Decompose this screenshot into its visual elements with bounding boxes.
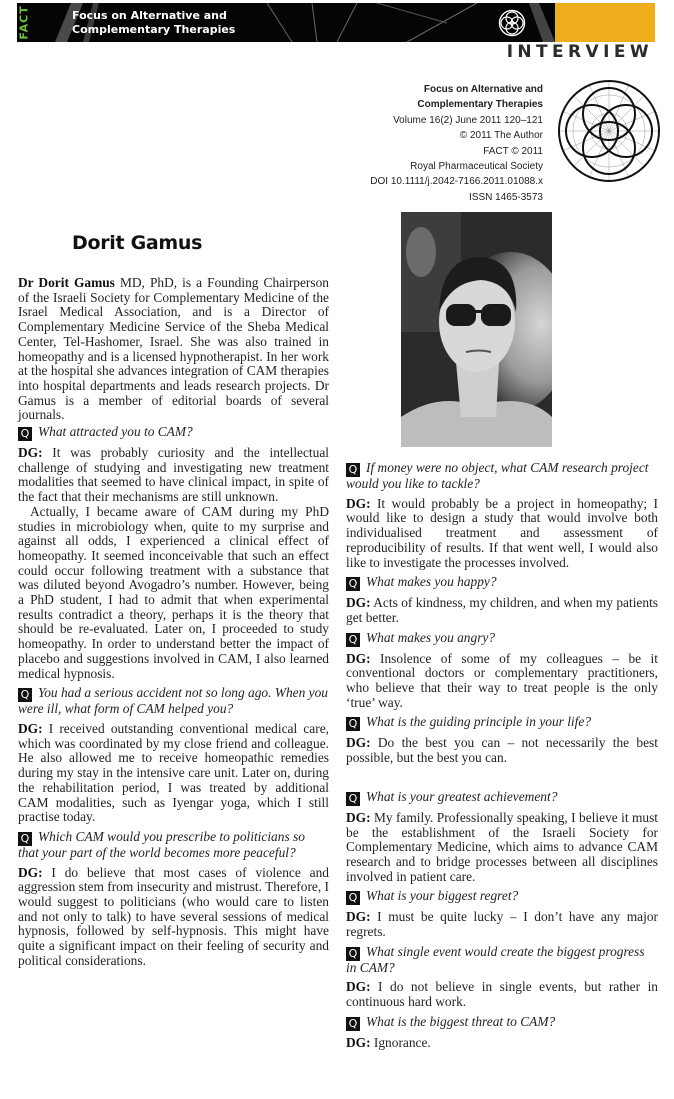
banner-title-line2: Complementary Therapies	[72, 23, 236, 36]
portrait-image	[401, 212, 552, 447]
answer-text: Do the best you can – not necessarily the best possible, but the best you can.	[346, 735, 658, 766]
answer-text: It was probably curiosity and the intellectual challenge of studying and investigating new treatment modalities that seemed to have clinical impact, in spite of the fact that their mechanisms are still unknown.	[18, 445, 329, 505]
answer-text: Acts of kindness, my children, and when my patients get better.	[346, 595, 658, 625]
question	[18, 830, 329, 861]
citation-block	[370, 82, 543, 205]
q-badge-icon: Q	[346, 463, 360, 477]
question-text: What is the biggest threat to CAM?	[366, 1013, 556, 1029]
question-text: What attracted you to CAM?	[38, 424, 193, 440]
question-text: What is your greatest achievement?	[366, 788, 558, 804]
journal-banner	[17, 3, 555, 42]
answer-prefix: DG:	[346, 1034, 371, 1050]
q-badge-icon: Q	[18, 427, 32, 441]
question	[18, 425, 329, 441]
question	[346, 1015, 658, 1031]
answer-text: I received outstanding conventional medical care, which was coordinated by my close friend and colleague. He also allowed me to receive homeopathic remedies during my stay in the intensive care unit. Later on, during the rehabilitation period, I was treated by additional CAM modalities, such as Iyengar yoga, which I still practise today.	[18, 720, 329, 825]
q-badge-icon: Q	[346, 1017, 360, 1031]
citation-journal-line2: Complementary Therapies	[417, 99, 543, 111]
answer-prefix: DG:	[346, 650, 371, 666]
citation-issn: ISSN 1465-3573	[469, 191, 543, 203]
answer-prefix: DG:	[346, 909, 371, 925]
citation-doi[interactable]: DOI 10.1111/j.2042-7166.2011.01088.x	[370, 176, 543, 188]
answer	[346, 596, 658, 625]
right-column	[346, 461, 658, 1056]
fact-label: FACT	[17, 5, 31, 40]
answer	[346, 736, 658, 765]
question	[346, 575, 658, 591]
q-badge-icon: Q	[346, 717, 360, 731]
rosette-logo-icon	[498, 9, 526, 37]
answer	[346, 910, 658, 939]
answer-text: I do believe that most cases of violence and aggression stem from insecurity and mistrust. Therefore, I would suggest to politicians (who would care to listen and not only to talk) to have several sessions of medical hypnosis, followed by self-hypnosis. This might have quite a significant impact on their feeling of security and political considerations.	[18, 864, 330, 968]
answer-text: It would probably be a project in homeopathy; I would like to design a study that would involve both individualised treatment and assessment of reproducibility of results. If that went well, I would also like to investigate the processes involved.	[346, 495, 658, 570]
question-text: What makes you angry?	[366, 629, 496, 645]
q-badge-icon: Q	[346, 947, 360, 961]
answer	[346, 811, 658, 885]
question-text: You had a serious accident not so long ago. When you were ill, what form of CAM helped you?	[18, 685, 328, 717]
answer-text: My family. Professionally speaking, I believe it must be the establishment of the Israeli Society for Complementary Medicine, which aims to advance CAM research and to bridge processes between all disciplines involved in patient care.	[346, 809, 658, 884]
answer-prefix: DG:	[346, 495, 371, 511]
fact-logo	[17, 3, 31, 42]
answer-text: I must be quite lucky – I don’t have any major regrets.	[346, 909, 658, 940]
question	[18, 686, 329, 717]
answer-text: I do not believe in single events, but rather in continuous hard work.	[346, 979, 658, 1010]
answer-prefix: DG:	[18, 445, 43, 461]
answer	[346, 1036, 658, 1051]
citation-journal-line1: Focus on Alternative and	[423, 84, 543, 95]
bio-paragraph	[18, 276, 329, 423]
question	[346, 945, 658, 976]
banner-accent-block	[555, 3, 655, 42]
answer-text: Insolence of some of my colleagues – be it conventional doctors or complementary practitioners, who believe that their way to treat people is the only ‘true’ way.	[346, 650, 658, 710]
question-text: What makes you happy?	[366, 574, 497, 590]
left-column	[18, 276, 329, 974]
citation-volume: Volume 16(2) June 2011 120–121	[393, 114, 543, 126]
answer	[18, 722, 329, 825]
question	[346, 631, 658, 647]
q-badge-icon: Q	[346, 633, 360, 647]
bio-text: MD, PhD, is a Founding Chairperson of the Israeli Society for Complementary Medicine of the Israel Medical Association, and is a Director of Complementary Medicine Service of the Sheba Medical Center, Tel-Hashomer, Israel. She was also trained in homeopathy and is a licensed hypnotherapist. In her work at the hospital she advances integration of CAM therapies into hospital departments and leads research projects. Dr Gamus is a member of editorial boards of several journals.	[18, 275, 329, 423]
answer-prefix: DG:	[18, 864, 43, 880]
answer-prefix: DG:	[346, 809, 371, 825]
question	[346, 790, 658, 806]
question	[346, 715, 658, 731]
q-badge-icon: Q	[346, 792, 360, 806]
answer-text: Ignorance.	[370, 1034, 431, 1050]
banner-title-line1: Focus on Alternative and	[72, 9, 227, 22]
q-badge-icon: Q	[346, 891, 360, 905]
answer-prefix: DG:	[346, 595, 371, 611]
answer-continued: Actually, I became aware of CAM during my PhD studies in microbiology when, quite to my surprise and against all odds, I experienced a clinical effect of homeopathy. It seemed inconceivable that such an effect could occur following treatment with a substance that was diluted beyond Avogadro’s number. However, being a PhD student, I had to admit that when experimental results contradict a theory, perhaps it is the theory that should be re-evaluated. Later on, I proceeded to study homeopathy. In order to understand better the impact of placebo and suggestions involved in CAM, I also learned medical hypnosis.	[18, 503, 329, 681]
answer	[346, 652, 658, 711]
question-text: What single event would create the biggest progress in CAM?	[346, 943, 645, 975]
interviewee-name: Dorit Gamus	[72, 232, 203, 254]
section-label: INTERVIEW	[506, 42, 653, 62]
q-badge-icon: Q	[346, 577, 360, 591]
citation-copyright-author: © 2011 The Author	[459, 130, 543, 142]
question-text: What is your biggest regret?	[366, 888, 519, 904]
q-badge-icon: Q	[18, 832, 32, 846]
bio-name: Dr Dorit Gamus	[18, 275, 115, 290]
question-text: Which CAM would you prescribe to politicians so that your part of the world becomes more peaceful?	[18, 828, 305, 860]
citation-society: Royal Pharmaceutical Society	[410, 161, 543, 173]
answer	[18, 866, 329, 969]
answer	[18, 446, 329, 505]
answer-prefix: DG:	[346, 979, 371, 995]
question	[346, 461, 658, 492]
citation-copyright-fact: FACT © 2011	[483, 145, 543, 157]
answer	[346, 980, 658, 1009]
rosette-emblem-icon	[556, 78, 662, 184]
q-badge-icon: Q	[18, 688, 32, 702]
interviewee-photo	[401, 212, 552, 447]
answer-prefix: DG:	[18, 720, 43, 736]
question-text: What is the guiding principle in your life?	[366, 714, 592, 730]
answer-prefix: DG:	[346, 735, 371, 751]
question	[346, 889, 658, 905]
answer	[346, 497, 658, 571]
banner-journal-title	[72, 9, 235, 37]
question-text: If money were no object, what CAM research project would you like to tackle?	[346, 460, 649, 491]
